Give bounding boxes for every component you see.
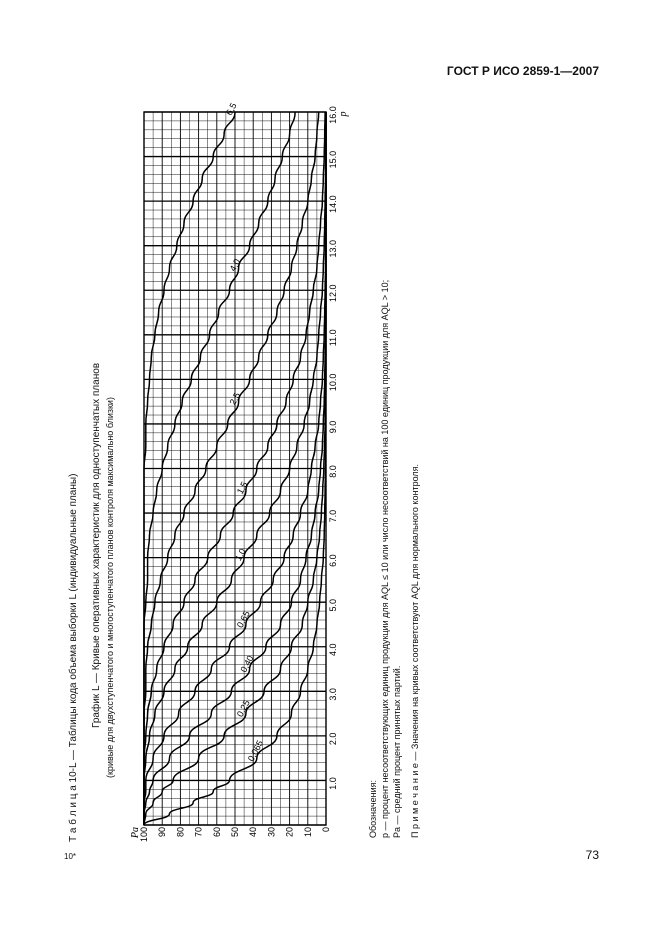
y-tick-label: 0 (321, 827, 331, 833)
x-tick-label: 5.0 (328, 598, 338, 612)
side-note: 10* (64, 852, 77, 861)
curve-label: 0,65 (234, 609, 252, 630)
table-title: Т а б л и ц а 10-L — Таблицы кода объема выборки L (индивидуальные планы) (68, 473, 79, 842)
x-tick-label: 8.0 (328, 465, 338, 478)
curve-label: 0,25 (234, 698, 252, 719)
y-tick-label: 60 (211, 827, 222, 838)
y-tick-label: 90 (157, 827, 168, 838)
y-tick-label: 50 (230, 827, 240, 838)
x-tick-label: 14.0 (328, 195, 338, 213)
legend-heading: Обозначения: (368, 779, 378, 838)
x-tick-label: 12.0 (328, 284, 338, 303)
y-tick-label: 70 (193, 827, 204, 838)
x-tick-label: 3.0 (328, 688, 338, 701)
curve-label: 6,5 (223, 101, 239, 117)
legend-p: p — процент несоответствующих единиц продукции для AQL ≤ 10 или число несоответствий на 100 единиц продукции для AQL > 10; (380, 279, 390, 838)
chart-title-line1: График L — Кривые оперативных характеристик для одноступенчатых планов (91, 362, 102, 728)
curve-label: 0,065 (245, 738, 266, 764)
y-tick-label: 80 (175, 827, 186, 838)
y-tick-label: 40 (248, 827, 259, 838)
x-tick-label: 10.0 (328, 373, 338, 392)
curve-label: 2,5 (227, 390, 243, 407)
y-tick-label: 10 (302, 827, 313, 838)
chart-note: П р и м е ч а н и е — Значения на кривых соответствуют AQL для нормального контроля. (410, 463, 420, 838)
y-axis-label: Pa (130, 827, 141, 839)
curve-label: 1,0 (233, 546, 248, 563)
y-tick-label: 100 (139, 827, 149, 843)
y-tick-label: 30 (266, 827, 277, 838)
x-tick-label: 13.0 (328, 239, 338, 258)
x-axis-label: p (338, 111, 349, 117)
standard-number: ГОСТ Р ИСО 2859-1—2007 (446, 64, 599, 78)
x-tick-label: 16.0 (328, 106, 338, 124)
x-tick-label: 1.0 (328, 777, 338, 790)
x-tick-label: 9.0 (328, 420, 338, 434)
oc-chart (118, 90, 368, 843)
x-tick-label: 2.0 (328, 732, 338, 746)
curve-label: 1,5 (234, 479, 250, 496)
x-tick-label: 6.0 (328, 554, 338, 567)
curve-label: 4,0 (227, 257, 243, 273)
x-tick-label: 7.0 (328, 509, 338, 523)
tick-labels (130, 106, 349, 842)
chart-title-line2: (кривые для двухступенчатого и многоступенчатого планов контроля максимально близки) (105, 397, 115, 778)
x-tick-label: 11.0 (328, 329, 338, 347)
grid (144, 112, 326, 825)
x-tick-label: 15.0 (328, 150, 338, 169)
x-tick-label: 4.0 (328, 643, 338, 657)
page-number: 73 (585, 848, 599, 862)
legend-pa: Pa — средний процент принятых партий. (392, 665, 402, 838)
y-tick-label: 20 (284, 827, 295, 838)
curve-label: 0,40 (238, 653, 256, 674)
